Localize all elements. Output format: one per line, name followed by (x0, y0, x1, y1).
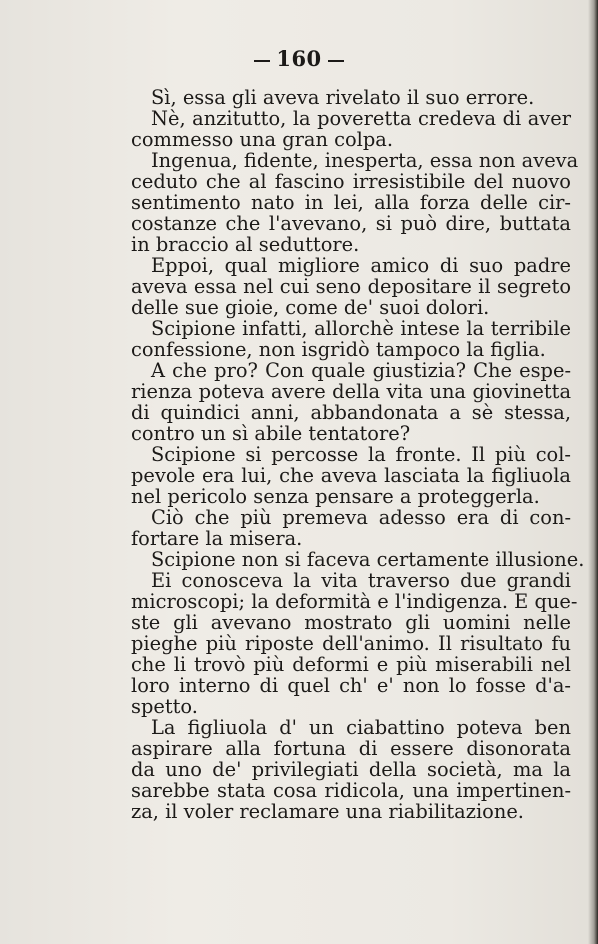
text-line: aspirare alla fortuna di essere disonorata (131, 737, 571, 760)
text-line: di quindici anni, abbandonata a sè stessa, (131, 401, 571, 424)
text-line: Ei conosceva la vita traverso due grandi (151, 569, 571, 592)
page-number-text: 160 (276, 46, 322, 71)
text-line: Scipione non si faceva certamente illusione. (151, 548, 585, 571)
text-line: pieghe più riposte dell'animo. Il risultato fu (131, 632, 571, 655)
text-line: loro interno di quel ch' e' non lo fosse d'a- (131, 674, 571, 697)
text-line: Ciò che più premeva adesso era di con- (151, 506, 571, 529)
text-line: fortare la misera. (131, 527, 303, 550)
text-line: A che pro? Con quale giustizia? Che espe- (151, 359, 571, 382)
dash-right (328, 60, 344, 62)
text-line: Ingenua, fidente, inesperta, essa non aveva (151, 149, 579, 172)
text-line: microscopi; la deformità e l'indigenza. E que- (131, 590, 578, 613)
text-line: Scipione si percosse la fronte. Il più col- (151, 443, 571, 466)
text-line: pevole era lui, che aveva lasciata la figliuola (131, 464, 571, 487)
text-line: Sì, essa gli aveva rivelato il suo errore. (151, 86, 535, 109)
text-line: La figliuola d' un ciabattino poteva ben (151, 716, 571, 739)
text-line: nel pericolo senza pensare a proteggerla. (131, 485, 540, 508)
text-line: Scipione infatti, allorchè intese la terribile (151, 317, 571, 340)
page-number (0, 46, 598, 71)
text-line: spetto. (131, 695, 198, 718)
text-line: za, il voler reclamare una riabilitazione. (131, 800, 524, 823)
text-line: ste gli avevano mostrato gli uomini nelle (131, 611, 571, 634)
text-line: delle sue gioie, come de' suoi dolori. (131, 296, 490, 319)
text-line: Eppoi, qual migliore amico di suo padre (151, 254, 571, 277)
text-line: costanze che l'avevano, si può dire, buttata (131, 212, 571, 235)
text-line: confessione, non isgridò tampoco la figlia. (131, 338, 546, 361)
dash-left (254, 60, 270, 62)
text-line: contro un sì abile tentatore? (131, 422, 411, 445)
text-line: aveva essa nel cui seno depositare il segreto (131, 275, 571, 298)
text-line: sarebbe stata cosa ridicola, una impertinen- (131, 779, 571, 802)
body-text (131, 86, 585, 823)
text-line: rienza poteva avere della vita una giovinetta (131, 380, 571, 403)
text-line: Nè, anzitutto, la poveretta credeva di aver (151, 107, 571, 130)
text-line: commesso una gran colpa. (131, 128, 393, 151)
text-line: sentimento nato in lei, alla forza delle cir- (131, 191, 571, 214)
page-edge-shadow (588, 0, 598, 944)
text-line: da uno de' privilegiati della società, ma la (131, 758, 571, 781)
text-line: ceduto che al fascino irresistibile del nuovo (131, 170, 571, 193)
text-line: che li trovò più deformi e più miserabili nel (131, 653, 571, 676)
text-line: in braccio al seduttore. (131, 233, 360, 256)
